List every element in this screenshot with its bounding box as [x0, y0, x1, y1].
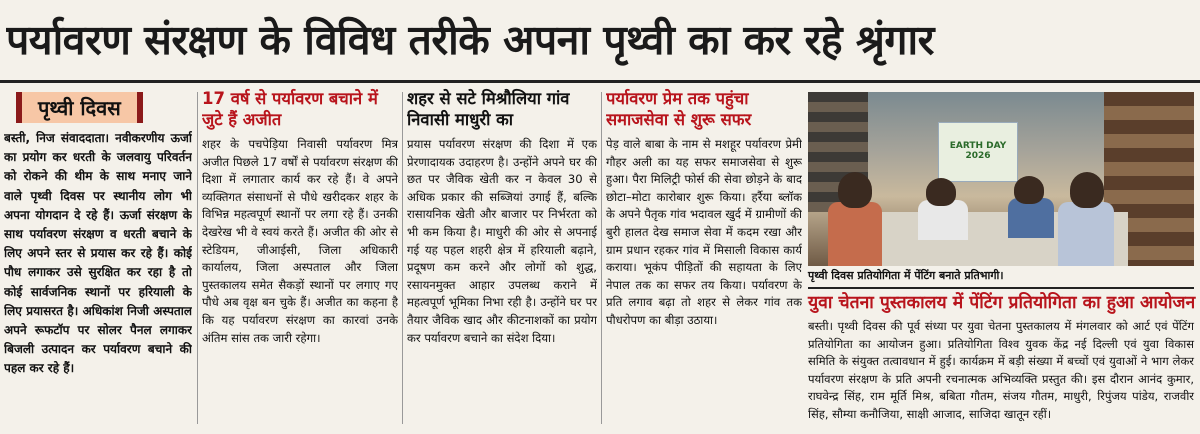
- madhuri-title: शहर से सटे मिश्रौलिया गांव निवासी माधुरी का: [407, 89, 570, 129]
- participant-head: [926, 178, 956, 206]
- participant-head: [838, 172, 872, 208]
- participant: [1008, 198, 1054, 238]
- painting-story-title: युवा चेतना पुस्तकालय में पेंटिंग प्रतियोगिता का हुआ आयोजन: [808, 287, 1194, 315]
- column-madhuri: [407, 88, 597, 428]
- madhuri-body: प्रयास पर्यावरण संरक्षण की दिशा में एक प्रेरणादायक उदाहरण है। उन्होंने अपने घर की छत पर जैविक खेती कर न केवल 30 से अधिक प्रकार की सब्जियां उगाई हैं, बल्कि रासायनिक खेती और बाजार पर निर्भरता को भी कम किया है। माधुरी की ओर से अपनाई गई यह पहल शहरी क्षेत्र में हरियाली बढ़ाने, प्रदूषण कम करने और लोगों को शुद्ध, रसायनमुक्त आहार उपलब्ध कराने में महत्वपूर्ण भूमिका निभा रही है। उन्होंने घर पर तैयार जैविक खाद और कीटनाशकों का प्रयोग कर पर्यावरण बचाने का संदेश दिया।: [407, 137, 597, 345]
- earth-day-body: बस्ती, निज संवाददाता। नवीकरणीय ऊर्जा का प्रयोग कर धरती के जलवायु परिवर्तन को रोकने की थीम के साथ मनाए जाने वाले पृथ्वी दिवस पर स्थानीय लोग भी अपना योगदान दे रहे हैं। ऊर्जा संरक्षण के साथ पर्यावरण संरक्षण व धरती बचाने के लिए अपने स्तर से प्रयास कर रहे हैं। कोई पौध लगाकर उसे सुरक्षित कर रहा है तो कोई सार्वजनिक स्थानों पर हरियाली के लिए प्रयासरत है। अधिकांश निजी अस्पताल अपने रूफटॉप पर सोलर पैनल लगाकर बिजली उत्पादन कर पर्यावरण बचाने की पहल कर रहे हैं।: [4, 131, 192, 376]
- headline-rule: [0, 80, 1200, 83]
- page-headline: पर्यावरण संरक्षण के विविध तरीके अपना पृथ्वी का कर रहे श्रृंगार: [6, 16, 934, 64]
- photo-caption: पृथ्वी दिवस प्रतियोगिता में पेंटिंग बनाते प्रतिभागी।: [808, 269, 1004, 282]
- participant-head: [1070, 172, 1104, 208]
- ajit-title: 17 वर्ष से पर्यावरण बचाने में जुटे हैं अजीत: [202, 89, 378, 129]
- participant: [828, 202, 882, 266]
- column-ajit: [202, 88, 398, 428]
- participant: [1058, 202, 1114, 266]
- column-earth-day: [4, 88, 192, 428]
- banner-text: EARTH DAY 2026: [949, 141, 1007, 161]
- earth-day-kicker: पृथ्वी दिवस: [16, 92, 143, 123]
- column-divider: [197, 92, 198, 424]
- participant: [918, 200, 968, 240]
- ajit-body: शहर के पचपेड़िया निवासी पर्यावरण मित्र अजीत पिछले 17 वर्षों से पर्यावरण संरक्षण की दिशा में लगातार कार्य कर रहे हैं। वे अपने व्यक्तिगत संसाधनों से पौधे खरीदकर शहर के विभिन्न महत्वपूर्ण स्थानों पर लगा रहे हैं। उनकी देखरेख भी वे स्वयं करते हैं। अजीत की ओर से स्टेडियम, जीआईसी, जिला अधिकारी कार्यालय, जिला अस्पताल और जिला पुस्तकालय समेत सैकड़ों स्थानों पर लगाए गए पौधे अब वृक्ष बन चुके हैं। अजीत का कहना है कि यह पर्यावरण संरक्षण का कारवां उनके अंतिम सांस तक जारी रहेगा।: [202, 137, 398, 345]
- gauhar-ali-title: पर्यावरण प्रेम तक पहुंचा समाजसेवा से शुरू सफर: [606, 89, 752, 129]
- column-gauhar-ali: [606, 88, 802, 428]
- gauhar-ali-body: पेड़ वाले बाबा के नाम से मशहूर पर्यावरण प्रेमी गौहर अली का यह सफर समाजसेवा से शुरू हुआ। पैरा मिलिट्री फोर्स की सेवा छोड़ने के बाद छोटा–मोटा कारोबार शुरू किया। हर्रैया ब्लॉक के अपने पैतृक गांव भदावल खुर्द में ग्रामीणों की बुरी हालत देख समाज सेवा में कदम रखा और ग्राम प्रधान रहकर गांव में मिसाली विकास कार्य कराया। भूकंप पीड़ितों की सहायता के लिए नेपाल तक का सफर तय किया। पर्यावरण के प्रति लगाव बढ़ा तो शहर से लेकर गांव तक पौधरोपण का बीड़ा उठाया।: [606, 137, 802, 327]
- earth-day-banner: [938, 122, 1018, 182]
- painting-story-body: बस्ती। पृथ्वी दिवस की पूर्व संध्या पर युवा चेतना पुस्तकालय में मंगलवार को आर्ट एवं पेंटिंग प्रतियोगिता का आयोजन हुआ। प्रतियोगिता विश्व युवक केंद्र नई दिल्ली एवं युवा विकास समिति के संयुक्त तत्वावधान में हुई। कार्यक्रम में बड़ी संख्या में बच्चों एवं युवाओं ने भाग लेकर पर्यावरण संरक्षण के प्रति अपनी रचनात्मक अभिव्यक्ति प्रस्तुत की। इस दौरान आनंद कुमार, राघवेन्द्र सिंह, राम मूर्ति मिश्र, बबिता गौतम, संजय गौतम, माधुरी, रिपुंजय पांडेय, राजवीर सिंह, सौम्या कनौजिया, साक्षी आजाद, साजिदा खातून रहीं।: [808, 319, 1194, 421]
- painting-competition-photo: [808, 92, 1194, 266]
- column-divider: [601, 92, 602, 424]
- participant-head: [1014, 176, 1044, 204]
- column-divider: [402, 92, 403, 424]
